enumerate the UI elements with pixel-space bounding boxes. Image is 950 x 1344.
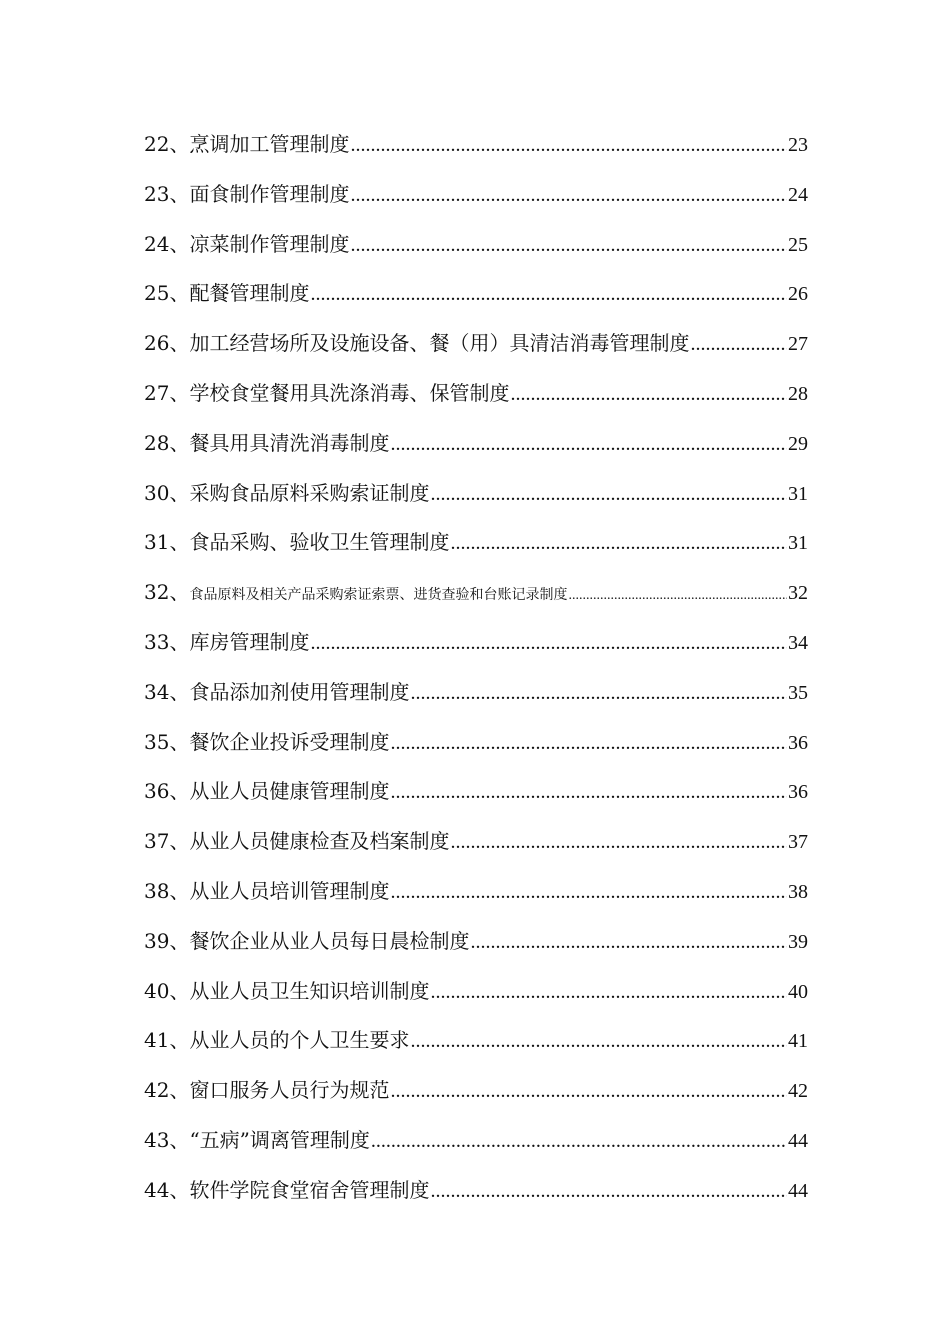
toc-page-number: 25 xyxy=(788,233,808,256)
toc-dot-leader xyxy=(470,931,787,954)
toc-entry[interactable] xyxy=(144,377,808,427)
toc-page-number: 44 xyxy=(788,1129,808,1152)
toc-dot-leader xyxy=(430,981,787,1004)
toc-page-number: 34 xyxy=(788,631,808,654)
toc-dot-leader xyxy=(310,283,787,306)
toc-dot-leader xyxy=(390,732,787,755)
toc-dot-leader xyxy=(390,881,787,904)
toc-entry[interactable] xyxy=(144,327,808,377)
toc-dot-leader xyxy=(310,632,787,655)
toc-entry-title: 27、学校食堂餐用具洗涤消毒、保管制度 xyxy=(144,380,510,405)
toc-dot-leader xyxy=(430,1180,787,1203)
toc-entry-title: 28、餐具用具清洗消毒制度 xyxy=(144,430,390,455)
toc-entry[interactable] xyxy=(144,1024,808,1074)
toc-page-number: 24 xyxy=(788,183,808,206)
toc-entry[interactable] xyxy=(144,526,808,576)
toc-entry[interactable] xyxy=(144,925,808,975)
toc-entry-title: 42、窗口服务人员行为规范 xyxy=(144,1078,390,1103)
toc-dot-leader xyxy=(390,1080,787,1103)
toc-entry[interactable] xyxy=(144,676,808,726)
toc-entry-title: 41、从业人员的个人卫生要求 xyxy=(144,1028,410,1053)
toc-entry-title: 36、从业人员健康管理制度 xyxy=(144,779,390,804)
toc-dot-leader xyxy=(430,483,787,506)
toc-dot-leader xyxy=(390,781,787,804)
toc-entry-title: 22、烹调加工管理制度 xyxy=(144,132,350,156)
toc-entry-title: 37、从业人员健康检查及档案制度 xyxy=(144,829,450,854)
toc-dot-leader xyxy=(390,433,787,456)
toc-dot-leader xyxy=(510,383,787,406)
toc-entry[interactable] xyxy=(144,128,808,178)
toc-dot-leader xyxy=(410,1030,787,1053)
toc-page-number: 31 xyxy=(788,532,808,555)
toc-entry[interactable] xyxy=(144,576,808,626)
toc-entry-title: 44、软件学院食堂宿舍管理制度 xyxy=(144,1177,430,1202)
toc-page-number: 26 xyxy=(788,283,808,306)
toc-entry-title: 35、餐饮企业投诉受理制度 xyxy=(144,729,390,754)
toc-entry[interactable] xyxy=(144,427,808,477)
toc-entry-title: 39、餐饮企业从业人员每日晨检制度 xyxy=(144,928,470,953)
toc-page-number: 23 xyxy=(788,134,808,156)
toc-entry-title: 食品原料及相关产品采购索证索票、进货查验和台账记录制度 xyxy=(189,587,568,604)
toc-entry[interactable] xyxy=(144,875,808,925)
toc-page-number: 42 xyxy=(788,1080,808,1103)
toc-entry-title: 23、面食制作管理制度 xyxy=(144,181,350,206)
toc-page-number: 37 xyxy=(788,831,808,854)
toc-entry[interactable] xyxy=(144,277,808,327)
toc-dot-leader xyxy=(350,134,787,157)
toc-page-number: 39 xyxy=(788,930,808,953)
toc-entry[interactable] xyxy=(144,1074,808,1124)
toc-dot-leader xyxy=(450,532,787,555)
toc-page-number: 38 xyxy=(788,880,808,903)
toc-entry-title: 38、从业人员培训管理制度 xyxy=(144,878,390,903)
toc-entry-number: 32、 xyxy=(144,580,190,605)
toc-dot-leader xyxy=(568,588,787,604)
toc-entry-title: 26、加工经营场所及设施设备、餐（用）具清洁消毒管理制度 xyxy=(144,331,690,356)
toc-page-number: 44 xyxy=(788,1179,808,1202)
toc-entry[interactable] xyxy=(144,1174,808,1224)
toc-entry-title: 30、采购食品原料采购索证制度 xyxy=(144,480,430,505)
toc-dot-leader xyxy=(410,682,787,705)
toc-page-number: 36 xyxy=(788,731,808,754)
toc-page-number: 31 xyxy=(788,482,808,505)
toc-page-number: 29 xyxy=(788,432,808,455)
toc-page-number: 40 xyxy=(788,980,808,1003)
toc-entry-title: 43、“五病”调离管理制度 xyxy=(144,1127,370,1152)
toc-dot-leader xyxy=(450,831,787,854)
toc-dot-leader xyxy=(350,234,787,257)
toc-page-number: 41 xyxy=(788,1030,808,1053)
toc-entry[interactable] xyxy=(144,228,808,278)
toc-dot-leader xyxy=(690,333,787,356)
toc-entry[interactable] xyxy=(144,178,808,228)
toc-entry[interactable] xyxy=(144,975,808,1025)
toc-entry-title: 25、配餐管理制度 xyxy=(144,281,310,306)
toc-entry[interactable] xyxy=(144,626,808,676)
toc-entry[interactable] xyxy=(144,477,808,527)
toc-page-number: 32 xyxy=(788,582,808,605)
toc-page-number: 27 xyxy=(788,333,808,356)
toc-entry-title: 31、食品采购、验收卫生管理制度 xyxy=(144,530,450,555)
toc-page-number: 28 xyxy=(788,382,808,405)
toc-dot-leader xyxy=(371,1130,787,1153)
toc-entry[interactable] xyxy=(144,825,808,875)
toc-page-number: 35 xyxy=(788,681,808,704)
toc-entry-title: 24、凉菜制作管理制度 xyxy=(144,231,350,256)
toc-entry[interactable] xyxy=(144,775,808,825)
toc-entry-title: 40、从业人员卫生知识培训制度 xyxy=(144,978,430,1003)
toc-entry-title: 33、库房管理制度 xyxy=(144,629,310,654)
toc-page-number: 36 xyxy=(788,781,808,804)
toc-entry[interactable] xyxy=(144,1124,808,1174)
table-of-contents xyxy=(144,128,808,1224)
toc-entry[interactable] xyxy=(144,726,808,776)
toc-dot-leader xyxy=(350,184,787,207)
toc-entry-title: 34、食品添加剂使用管理制度 xyxy=(144,679,410,704)
